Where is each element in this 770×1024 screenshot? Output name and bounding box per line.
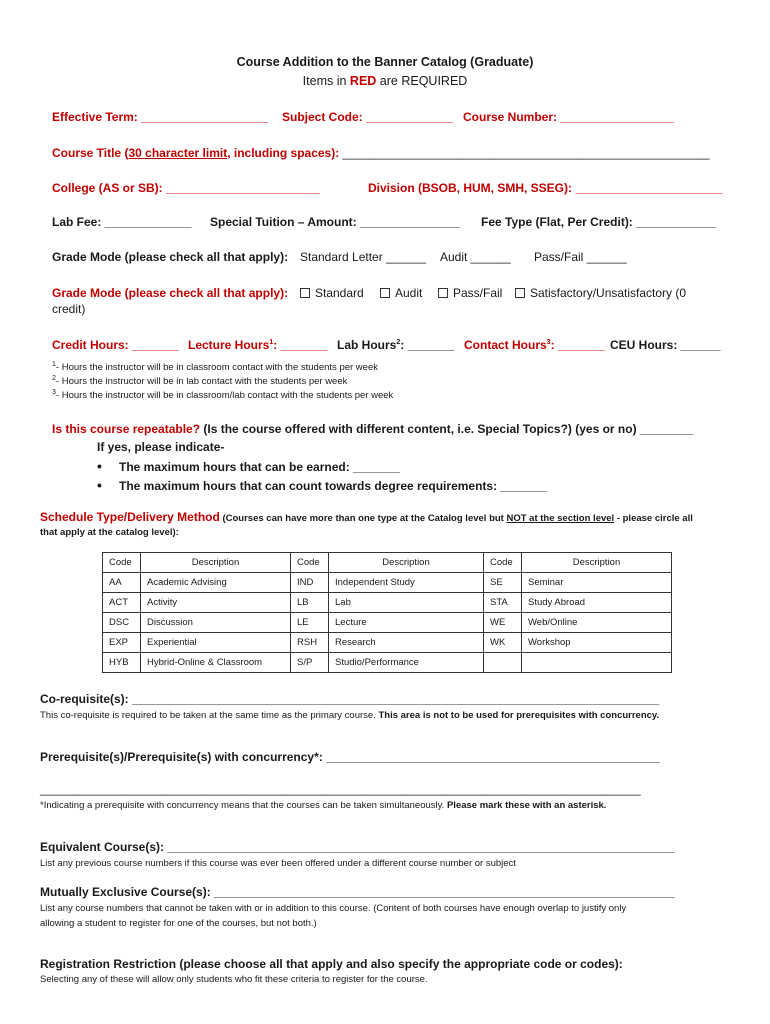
lab-label: Lab Hours [337, 338, 397, 352]
table-row [103, 613, 672, 633]
subject-code-field[interactable]: Subject Code: _____________ [282, 110, 453, 124]
code-cell[interactable]: AA [103, 573, 141, 593]
max-hours-earned-field[interactable] [97, 457, 547, 476]
option-label: Audit [395, 286, 423, 300]
schedule-label: Schedule Type/Delivery Method [40, 510, 220, 524]
fee-type-field[interactable]: Fee Type (Flat, Per Credit): ____________ [481, 215, 717, 229]
description-cell: Hybrid-Online & Classroom [141, 653, 291, 673]
note-text: This co-requisite is required to be taken at the same time as the primary course. [40, 710, 379, 721]
table-row [103, 653, 672, 673]
footnote-2 [52, 375, 347, 387]
corequisite-note [40, 710, 659, 721]
registration-restriction-heading: Registration Restriction (please choose all that apply and also specify the appropriate code or codes): [40, 957, 623, 971]
checkbox-icon[interactable] [300, 288, 310, 298]
footnote-number: 1 [52, 361, 56, 368]
lab-blank: : _______ [400, 338, 455, 352]
mutually-exclusive-note-1: List any course numbers that cannot be taken with or in addition to this course. (Content of both courses have enough overlap to justify only [40, 903, 627, 914]
description-cell: Workshop [522, 633, 672, 653]
lecture-hours-field[interactable] [188, 338, 327, 352]
note-emphasis: This area is not to be used for prerequisites with concurrency. [378, 710, 660, 721]
description-cell: Activity [141, 593, 291, 613]
description-cell: Lecture [329, 613, 484, 633]
option-label: Standard [315, 286, 364, 300]
corequisite-field[interactable]: Co-requisite(s): _______________________________________________________________________________ [40, 692, 660, 706]
lab-fee-field[interactable]: Lab Fee: _____________ [52, 215, 192, 229]
checkbox-icon[interactable] [380, 288, 390, 298]
footnote-number: 2 [52, 375, 56, 382]
description-cell: Discussion [141, 613, 291, 633]
standard-letter-field[interactable]: Standard Letter ______ [300, 250, 427, 264]
special-tuition-field[interactable]: Special Tuition – Amount: _______________ [210, 215, 461, 229]
grade-option-wrap: credit) [52, 302, 86, 316]
repeatable-bullets [97, 457, 547, 495]
footnote-text: - Hours the instructor will be in classroom contact with the students per week [55, 362, 378, 374]
subtitle-pre: Items in [302, 74, 350, 88]
schedule-emphasis: NOT at the section level [506, 513, 615, 524]
course-number-field[interactable]: Course Number: _________________ [463, 110, 674, 124]
code-cell[interactable]: WK [484, 633, 522, 653]
equivalent-note: List any previous course numbers if this course was ever been offered under a different course number or subject [40, 858, 516, 869]
table-row [103, 573, 672, 593]
credit-hours-field[interactable]: Credit Hours: _______ [52, 338, 179, 352]
college-field[interactable]: College (AS or SB): _______________________ [52, 181, 320, 195]
form-subtitle [0, 74, 770, 88]
code-cell[interactable]: RSH [291, 633, 329, 653]
description-cell: Academic Advising [141, 573, 291, 593]
note-text: *Indicating a prerequisite with concurrency means that the courses can be taken simultaneously. [40, 800, 447, 811]
prerequisite-note [40, 800, 606, 811]
code-cell [484, 653, 522, 673]
mutually-exclusive-note-2: allowing a student to register for one of the courses, but not both.) [40, 918, 317, 929]
ceu-hours-field[interactable]: CEU Hours: ______ [610, 338, 721, 352]
schedule-type-table [102, 552, 672, 673]
course-title-field[interactable] [52, 146, 710, 160]
description-cell: Research [329, 633, 484, 653]
description-cell: Studio/Performance [329, 653, 484, 673]
code-cell[interactable]: IND [291, 573, 329, 593]
subtitle-red: RED [349, 74, 377, 88]
audit-field[interactable]: Audit ______ [440, 250, 511, 264]
contact-blank: : _______ [550, 338, 605, 352]
course-title-line: _______________________________________________________ [342, 146, 710, 160]
course-title-label-end: , including spaces): [227, 146, 343, 160]
code-cell[interactable]: SE [484, 573, 522, 593]
column-header: Description [141, 553, 291, 573]
footnote-text: - Hours the instructor will be in lab contact with the students per week [55, 376, 348, 388]
grade-option-satisfactory[interactable] [513, 286, 686, 300]
footnote-ref: 1 [269, 339, 274, 346]
form-title: Course Addition to the Banner Catalog (Graduate) [236, 55, 534, 69]
description-cell: Web/Online [522, 613, 672, 633]
bullet-text: The maximum hours that can be earned: _______ [119, 460, 400, 474]
footnote-number: 3 [52, 389, 56, 396]
schedule-heading [40, 510, 693, 524]
max-hours-degree-field[interactable] [97, 476, 547, 495]
course-title-label: Course Title ( [52, 146, 129, 160]
checkbox-icon[interactable] [515, 288, 525, 298]
description-cell: Study Abroad [522, 593, 672, 613]
char-limit-note: 30 character limit [128, 146, 228, 160]
footnote-ref: 3 [546, 339, 551, 346]
repeatable-indicate: If yes, please indicate- [97, 440, 225, 454]
table-row [103, 593, 672, 613]
schedule-note-end: - please circle all [614, 513, 693, 524]
grade-mode-label: Grade Mode (please check all that apply): [52, 250, 289, 264]
pass-fail-field[interactable]: Pass/Fail ______ [534, 250, 627, 264]
subtitle-post: are REQUIRED [376, 74, 468, 88]
mutually-exclusive-field[interactable]: Mutually Exclusive Course(s): _____________________________________________________________________ [40, 885, 675, 899]
column-header: Description [329, 553, 484, 573]
footnote-1 [52, 361, 378, 373]
code-cell[interactable]: WE [484, 613, 522, 633]
registration-restriction-note: Selecting any of these will allow only students who fit these criteria to register for the course. [40, 974, 428, 985]
description-cell: Experiential [141, 633, 291, 653]
code-cell[interactable]: LB [291, 593, 329, 613]
bullet-text: The maximum hours that can count towards degree requirements: _______ [119, 479, 548, 493]
code-cell[interactable]: EXP [103, 633, 141, 653]
grade-option-standard[interactable] [298, 286, 364, 300]
code-cell[interactable]: HYB [103, 653, 141, 673]
column-header: Code [484, 553, 522, 573]
repeatable-detail: (Is the course offered with different content, i.e. Special Topics?) (yes or no) ________ [200, 422, 694, 436]
option-label: Pass/Fail [453, 286, 503, 300]
description-cell: Seminar [522, 573, 672, 593]
code-cell[interactable]: DSC [103, 613, 141, 633]
footnote-text: - Hours the instructor will be in classroom/lab contact with the students per week [55, 390, 394, 402]
table-row [103, 633, 672, 653]
column-header: Code [103, 553, 141, 573]
grade-option-pass-fail[interactable] [436, 286, 502, 300]
repeatable-label: Is this course repeatable? [52, 422, 201, 436]
prerequisite-line2[interactable]: __________________________________________________________________________________________ [40, 782, 641, 796]
lecture-blank: : _______ [273, 338, 328, 352]
division-field[interactable]: Division (BSOB, HUM, SMH, SSEG): ______________________ [368, 181, 723, 195]
lab-hours-field[interactable] [337, 338, 454, 352]
grade-option-audit[interactable] [378, 286, 422, 300]
footnote-ref: 2 [396, 339, 401, 346]
column-header: Description [522, 553, 672, 573]
note-emphasis: Please mark these with an asterisk. [446, 800, 607, 811]
description-cell [522, 653, 672, 673]
option-label: Satisfactory/Unsatisfactory (0 [530, 286, 687, 300]
description-cell: Lab [329, 593, 484, 613]
grade-mode-required-label: Grade Mode (please check all that apply): [52, 286, 289, 300]
description-cell: Independent Study [329, 573, 484, 593]
lecture-label: Lecture Hours [188, 338, 270, 352]
prerequisite-field[interactable]: Prerequisite(s)/Prerequisite(s) with concurrency*: __________________________________________________ [40, 750, 660, 764]
code-cell[interactable]: LE [291, 613, 329, 633]
footnote-3 [52, 389, 393, 401]
code-cell[interactable]: S/P [291, 653, 329, 673]
column-header: Code [291, 553, 329, 573]
contact-label: Contact Hours [464, 338, 547, 352]
contact-hours-field[interactable] [464, 338, 605, 352]
code-cell[interactable]: STA [484, 593, 522, 613]
repeatable-question[interactable] [52, 422, 693, 436]
schedule-note: (Courses can have more than one type at the Catalog level but [219, 513, 507, 524]
schedule-heading-line2: that apply at the catalog level): [40, 527, 179, 538]
table-header-row [103, 553, 672, 573]
code-cell[interactable]: ACT [103, 593, 141, 613]
checkbox-icon[interactable] [438, 288, 448, 298]
effective-term-field[interactable]: Effective Term: ___________________ [52, 110, 268, 124]
equivalent-course-field[interactable]: Equivalent Course(s): ____________________________________________________________________________ [40, 840, 675, 854]
